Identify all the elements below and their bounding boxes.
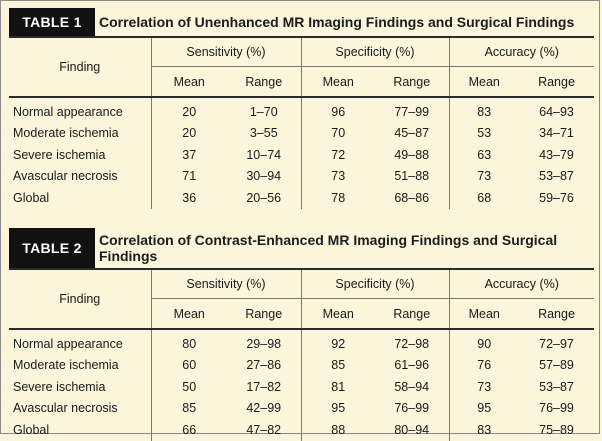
table-1-panel: [9, 8, 594, 209]
value-cell: 71: [151, 166, 227, 188]
value-cell: 88: [301, 419, 375, 441]
column-group-header: Specificity (%): [301, 270, 449, 299]
value-cell: 37: [151, 144, 227, 166]
column-group-header: Accuracy (%): [449, 270, 594, 299]
value-cell: 61–96: [394, 358, 430, 373]
finding-cell: Moderate ischemia: [13, 358, 119, 373]
value-cell: 34–71: [539, 126, 574, 141]
column-subheader: Range: [375, 299, 449, 330]
value-cell: 75–89: [539, 422, 574, 437]
column-subheader: Mean: [301, 299, 375, 330]
table-row: [9, 187, 594, 209]
column-subheader: Mean: [449, 67, 519, 98]
value-cell: 68–86: [394, 190, 430, 205]
table-title-bar: [9, 228, 594, 270]
finding-cell: Global: [13, 190, 50, 205]
finding-cell: Severe ischemia: [13, 147, 106, 162]
value-cell: 90: [449, 329, 519, 355]
value-cell: 95: [449, 398, 519, 420]
value-cell: 73: [449, 166, 519, 188]
finding-column-header: Finding: [9, 270, 151, 329]
value-cell: 63: [449, 144, 519, 166]
finding-cell: Severe ischemia: [13, 379, 106, 394]
value-cell: 78: [301, 187, 375, 209]
column-group-header: Accuracy (%): [449, 38, 594, 67]
value-cell: 17–82: [246, 379, 282, 394]
table-row: [9, 123, 594, 145]
value-cell: 3–55: [249, 126, 278, 141]
value-cell: 80: [151, 329, 227, 355]
column-subheader: Range: [227, 67, 301, 98]
value-cell: 95: [301, 398, 375, 420]
value-cell: 57–89: [539, 358, 574, 373]
value-cell: 20–56: [246, 190, 282, 205]
value-cell: 59–76: [539, 190, 574, 205]
table-2-panel: [9, 228, 594, 441]
value-cell: 73: [301, 166, 375, 188]
value-cell: 53: [449, 123, 519, 145]
data-table: [9, 38, 594, 209]
column-subheader: Mean: [151, 299, 227, 330]
finding-cell: Avascular necrosis: [13, 169, 118, 184]
table-row: [9, 355, 594, 377]
column-subheader: Range: [519, 67, 594, 98]
data-table: [9, 270, 594, 441]
value-cell: 72–98: [394, 336, 430, 351]
value-cell: 83: [449, 97, 519, 123]
column-subheader: Range: [519, 299, 594, 330]
value-cell: 81: [301, 376, 375, 398]
value-cell: 49–88: [394, 147, 430, 162]
column-subheader: Mean: [301, 67, 375, 98]
value-cell: 83: [449, 419, 519, 441]
table-row: [9, 419, 594, 441]
finding-column-header: Finding: [9, 38, 151, 97]
table-label: TABLE 1: [9, 8, 95, 36]
value-cell: 36: [151, 187, 227, 209]
value-cell: 45–87: [394, 126, 430, 141]
table-row: [9, 329, 594, 355]
value-cell: 72: [301, 144, 375, 166]
column-subheader: Mean: [449, 299, 519, 330]
value-cell: 51–88: [394, 169, 430, 184]
column-subheader: Range: [227, 299, 301, 330]
table-title: Correlation of Contrast-Enhanced MR Imaging Findings and Surgical Findings: [99, 232, 558, 264]
column-subheader: Range: [375, 67, 449, 98]
finding-cell: Moderate ischemia: [13, 126, 119, 141]
value-cell: 76–99: [539, 401, 574, 416]
value-cell: 58–94: [394, 379, 430, 394]
table-row: [9, 166, 594, 188]
value-cell: 1–70: [249, 104, 278, 119]
value-cell: 72–97: [539, 336, 574, 351]
column-group-header: Sensitivity (%): [151, 270, 301, 299]
value-cell: 73: [449, 376, 519, 398]
value-cell: 43–79: [539, 147, 574, 162]
value-cell: 80–94: [394, 422, 430, 437]
table-title: Correlation of Unenhanced MR Imaging Findings and Surgical Findings: [99, 14, 575, 30]
finding-cell: Normal appearance: [13, 104, 123, 119]
value-cell: 85: [301, 355, 375, 377]
value-cell: 50: [151, 376, 227, 398]
value-cell: 53–87: [539, 169, 574, 184]
table-row: [9, 376, 594, 398]
value-cell: 47–82: [246, 422, 282, 437]
column-subheader: Mean: [151, 67, 227, 98]
value-cell: 27–86: [246, 358, 282, 373]
value-cell: 29–98: [246, 336, 282, 351]
table-row: [9, 97, 594, 123]
value-cell: 53–87: [539, 379, 574, 394]
value-cell: 77–99: [394, 104, 430, 119]
finding-cell: Avascular necrosis: [13, 401, 118, 416]
value-cell: 85: [151, 398, 227, 420]
table-row: [9, 144, 594, 166]
value-cell: 60: [151, 355, 227, 377]
value-cell: 76–99: [394, 401, 430, 416]
value-cell: 20: [151, 123, 227, 145]
table-title-bar: [9, 8, 594, 38]
finding-cell: Normal appearance: [13, 336, 123, 351]
column-group-header: Sensitivity (%): [151, 38, 301, 67]
value-cell: 68: [449, 187, 519, 209]
value-cell: 10–74: [246, 147, 282, 162]
finding-cell: Global: [13, 422, 50, 437]
value-cell: 96: [301, 97, 375, 123]
value-cell: 42–99: [246, 401, 282, 416]
value-cell: 64–93: [539, 104, 574, 119]
value-cell: 70: [301, 123, 375, 145]
value-cell: 66: [151, 419, 227, 441]
value-cell: 30–94: [246, 169, 282, 184]
value-cell: 20: [151, 97, 227, 123]
table-label: TABLE 2: [9, 228, 95, 268]
column-group-header: Specificity (%): [301, 38, 449, 67]
value-cell: 92: [301, 329, 375, 355]
value-cell: 76: [449, 355, 519, 377]
table-row: [9, 398, 594, 420]
